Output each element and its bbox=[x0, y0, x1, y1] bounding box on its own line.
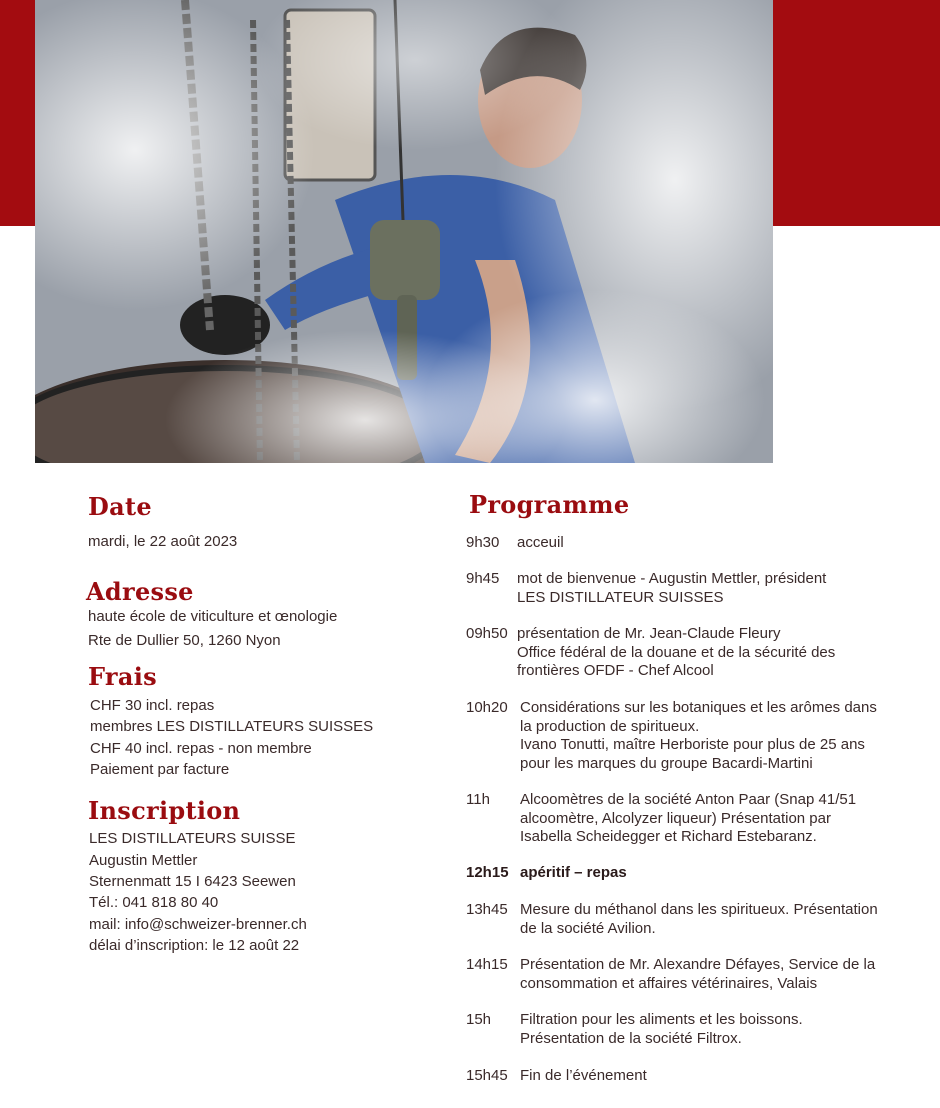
programme-time: 14h15 bbox=[466, 956, 508, 973]
programme-desc: Filtration pour les aliments et les boissons. Présentation de la société Filtrox. bbox=[520, 1011, 803, 1047]
programme-time: 9h45 bbox=[466, 570, 500, 587]
programme-desc: Mesure du méthanol dans les spiritueux. Présentation de la société Avilion. bbox=[520, 901, 878, 937]
programme-time: 15h bbox=[466, 1011, 492, 1028]
frais-line: CHF 30 incl. repas bbox=[90, 697, 215, 714]
programme-desc: Considérations sur les botaniques et les arômes dans la production de spiritueux. Ivano Tonutti, maître Herboriste pour plus de 25 ans pour les marques du groupe Bacardi-Martini bbox=[520, 699, 877, 772]
programme-time: 11h bbox=[466, 791, 490, 808]
frais-line: Paiement par facture bbox=[90, 761, 230, 778]
frais-heading: Frais bbox=[88, 662, 157, 691]
programme-desc: apéritif – repas bbox=[520, 864, 627, 881]
programme-time: 9h30 bbox=[466, 534, 500, 551]
distiller-photo bbox=[35, 0, 773, 463]
inscription-line: LES DISTILLATEURS SUISSE bbox=[89, 830, 296, 847]
frais-line: CHF 40 incl. repas - non membre bbox=[90, 740, 312, 757]
programme-desc: acceuil bbox=[517, 534, 564, 551]
programme-time: 12h15 bbox=[466, 864, 509, 881]
adresse-line: haute école de viticulture et œnologie bbox=[88, 608, 338, 625]
inscription-line: Tél.: 041 818 80 40 bbox=[89, 894, 219, 911]
frais-line: membres LES DISTILLATEURS SUISSES bbox=[90, 718, 374, 735]
programme-time: 09h50 bbox=[466, 625, 508, 642]
inscription-heading: Inscription bbox=[88, 796, 241, 825]
inscription-line: Sternenmatt 15 I 6423 Seewen bbox=[89, 873, 296, 890]
adresse-heading: Adresse bbox=[86, 577, 194, 606]
adresse-line: Rte de Dullier 50, 1260 Nyon bbox=[88, 632, 281, 649]
programme-time: 13h45 bbox=[466, 901, 508, 918]
programme-time: 15h45 bbox=[466, 1067, 508, 1084]
programme-desc: Fin de l’événement bbox=[520, 1067, 647, 1084]
programme-desc: mot de bienvenue - Augustin Mettler, président LES DISTILLATEUR SUISSES bbox=[517, 570, 827, 606]
programme-desc: présentation de Mr. Jean-Claude Fleury Office fédéral de la douane et de la sécurité des frontières OFDF - Chef Alcool bbox=[517, 625, 836, 679]
date-value: mardi, le 22 août 2023 bbox=[88, 533, 238, 550]
inscription-line: délai d’inscription: le 12 août 22 bbox=[89, 937, 300, 954]
programme-time: 10h20 bbox=[466, 699, 508, 716]
programme-desc: Présentation de Mr. Alexandre Défayes, Service de la consommation et affaires vétérinaires, Valais bbox=[520, 956, 876, 992]
inscription-email: mail: info@schweizer-brenner.ch bbox=[89, 916, 307, 933]
distiller-in-steam-icon bbox=[35, 0, 773, 463]
inscription-line: Augustin Mettler bbox=[89, 852, 198, 869]
programme-heading: Programme bbox=[469, 490, 630, 519]
programme-desc: Alcoomètres de la société Anton Paar (Snap 41/51 alcoomètre, Alcolyzer liqueur) Présentation par Isabella Scheidegger et Richard Estebaranz. bbox=[520, 791, 857, 845]
date-heading: Date bbox=[88, 492, 152, 521]
